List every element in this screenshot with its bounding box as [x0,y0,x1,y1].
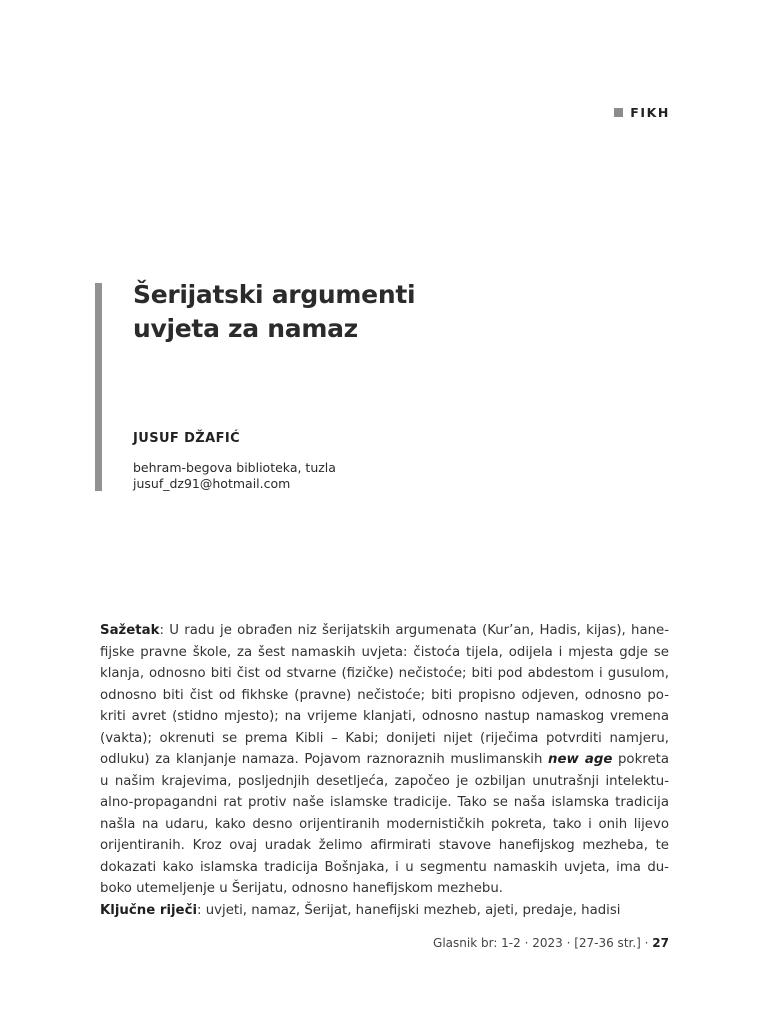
abstract-line: dokazati kako islamska tradicija Bošnjaka, i u segmentu namaskih uvjeta, ima du- [100,859,669,875]
keywords-label: Ključne riječi [100,902,198,918]
affiliation: behram-begova biblioteka, tuzla [133,460,336,475]
abstract-line: alno-propagandni rat protiv naše islamske tradicije. Tako se naša islamska tradicija [100,795,669,810]
footer-citation: Glasnik br: 1-2 · 2023 · [27-36 str.] · [433,936,653,950]
page-number: 27 [652,936,669,950]
title-line-1: Šerijatski argumenti [133,280,416,309]
page-footer [433,936,669,950]
emphasis-term: new age [548,752,613,767]
article-title [133,278,415,346]
abstract [100,620,669,921]
abstract-line: (vakta); okrenuti se prema Kibli – Kabi; donijeti nijet (riječima potvrditi namjeru, [100,730,669,746]
abstract-line: boko utemeljenje u Šerijatu, odnosno hanefijskom mezhebu. [100,881,503,896]
section-tag-label: FIKH [630,105,670,120]
title-accent-bar [95,283,102,491]
abstract-line: našla na udaru, kako desno orijentiranih modernističkih pokreta, tako i onih lijevo [100,816,669,832]
square-bullet-icon [614,108,623,117]
abstract-line: odnosno biti čist od fikhske (pravne) nečistoće; biti propisno odjeven, odnosno po- [100,687,669,703]
author-affiliation-block [133,460,336,492]
section-tag [614,105,670,120]
abstract-line: Sažetak: U radu je obrađen niz šerijatskih argumenata (Kur’an, Hadis, kijas), hane- [100,623,669,638]
abstract-line: klanja, odnosno biti čist od stvarne (fizičke) nečistoće; biti pod abdestom i gusulom, [100,666,669,681]
abstract-line: u našim krajevima, posljednjih desetljeća, započeo je ozbiljan unutrašnji intelektu- [100,773,669,789]
abstract-label: Sažetak [100,623,160,638]
abstract-line: kriti avret (stidno mjesto); na vrijeme klanjati, odnosno nastup namaskog vremena [100,709,669,724]
keywords-text: : uvjeti, namaz, Šerijat, hanefijski mezheb, ajeti, predaje, hadisi [197,902,621,918]
abstract-line: fijske pravne škole, za šest namaskih uvjeta: čistoća tijela, odijela i mjesta gdje se [100,644,669,660]
author-name: JUSUF DŽAFIĆ [133,431,241,446]
abstract-line: orijentiranih. Kroz ovaj uradak želimo afirmirati stavove hanefijskog mezheba, te [100,838,669,853]
title-line-2: uvjeta za namaz [133,314,358,343]
keywords-line [100,900,669,922]
author-email[interactable]: jusuf_dz91@hotmail.com [133,476,291,491]
abstract-line: odluku) za klanjanje namaza. Pojavom raznoraznih muslimanskih new age pokreta [100,752,669,767]
